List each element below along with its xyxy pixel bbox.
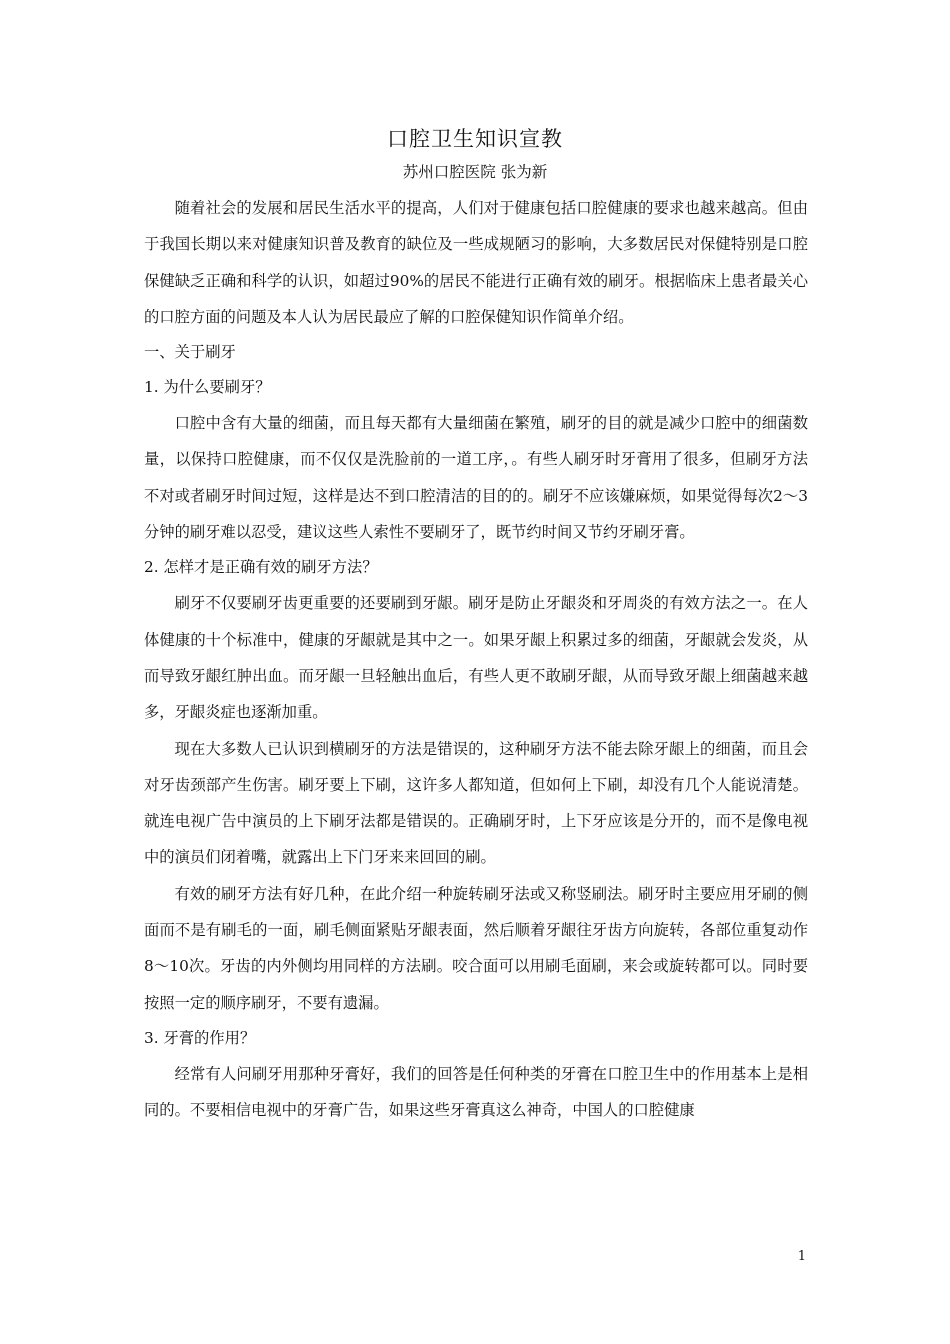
subsection-heading: 3. 牙膏的作用？ — [144, 1028, 256, 1047]
subsection-heading: 1. 为什么要刷牙？ — [144, 378, 271, 397]
document-body — [144, 190, 808, 1129]
document-title: 口腔卫生知识宣教 — [387, 127, 563, 151]
body-paragraph: 刷牙不仅要刷牙齿更重要的还要刷到牙龈。刷牙是防止牙龈炎和牙周炎的有效方法之一。在人体健康的十个标准中，健康的牙龈就是其中之一。如果牙龈上积累过多的细菌，牙龈就会发炎，从而导致牙龈红肿出血。而牙龈一旦轻触出血后，有些人更不敢刷牙龈，从而导致牙龈上细菌越来越多，牙龈炎症也逐渐加重。 — [144, 594, 808, 722]
intro-paragraph: 随着社会的发展和居民生活水平的提高，人们对于健康包括口腔健康的要求也越来越高。但由于我国长期以来对健康知识普及教育的缺位及一些成规陋习的影响，大多数居民对保健特别是口腔保健缺乏正确和科学的认识，如超过90%的居民不能进行正确有效的刷牙。根据临床上患者最关心的口腔方面的问题及本人认为居民最应了解的口腔保健知识作简单介绍。 — [144, 199, 808, 326]
body-paragraph: 有效的刷牙方法有好几种，在此介绍一种旋转刷牙法或又称竖刷法。刷牙时主要应用牙刷的侧面而不是有刷毛的一面，刷毛侧面紧贴牙龈表面，然后顺着牙龈往牙齿方向旋转，各部位重复动作8～10次。牙齿的内外侧均用同样的方法刷。咬合面可以用刷毛面刷，来会或旋转都可以。同时要按照一定的顺序刷牙，不要有遗漏。 — [144, 884, 808, 1012]
section-heading: 一、关于刷牙 — [144, 343, 236, 362]
body-paragraph: 经常有人问刷牙用那种牙膏好，我们的回答是任何种类的牙膏在口腔卫生中的作用基本上是相同的。不要相信电视中的牙膏广告，如果这些牙膏真这么神奇，中国人的口腔健康 — [144, 1064, 808, 1120]
page-number: 1 — [797, 1249, 806, 1264]
body-paragraph: 口腔中含有大量的细菌，而且每天都有大量细菌在繁殖，刷牙的目的就是减少口腔中的细菌数量，以保持口腔健康，而不仅仅是洗脸前的一道工序，。有些人刷牙时牙膏用了很多，但刷牙方法不对或者刷牙时间过短，这样是达不到口腔清洁的目的的。刷牙不应该嫌麻烦，如果觉得每次2～3分钟的刷牙难以忍受，建议这些人索性不要刷牙了，既节约时间又节约牙刷牙膏。 — [144, 414, 808, 542]
body-paragraph: 现在大多数人已认识到横刷牙的方法是错误的，这种刷牙方法不能去除牙龈上的细菌，而且会对牙齿颈部产生伤害。刷牙要上下刷，这许多人都知道，但如何上下刷，却没有几个人能说清楚。就连电视广告中演员的上下刷牙法都是错误的。正确刷牙时，上下牙应该是分开的，而不是像电视中的演员们闭着嘴，就露出上下门牙来来回回的刷。 — [144, 739, 808, 867]
author-line: 苏州口腔医院 张为新 — [402, 163, 548, 181]
subsection-heading: 2. 怎样才是正确有效的刷牙方法？ — [144, 558, 378, 577]
